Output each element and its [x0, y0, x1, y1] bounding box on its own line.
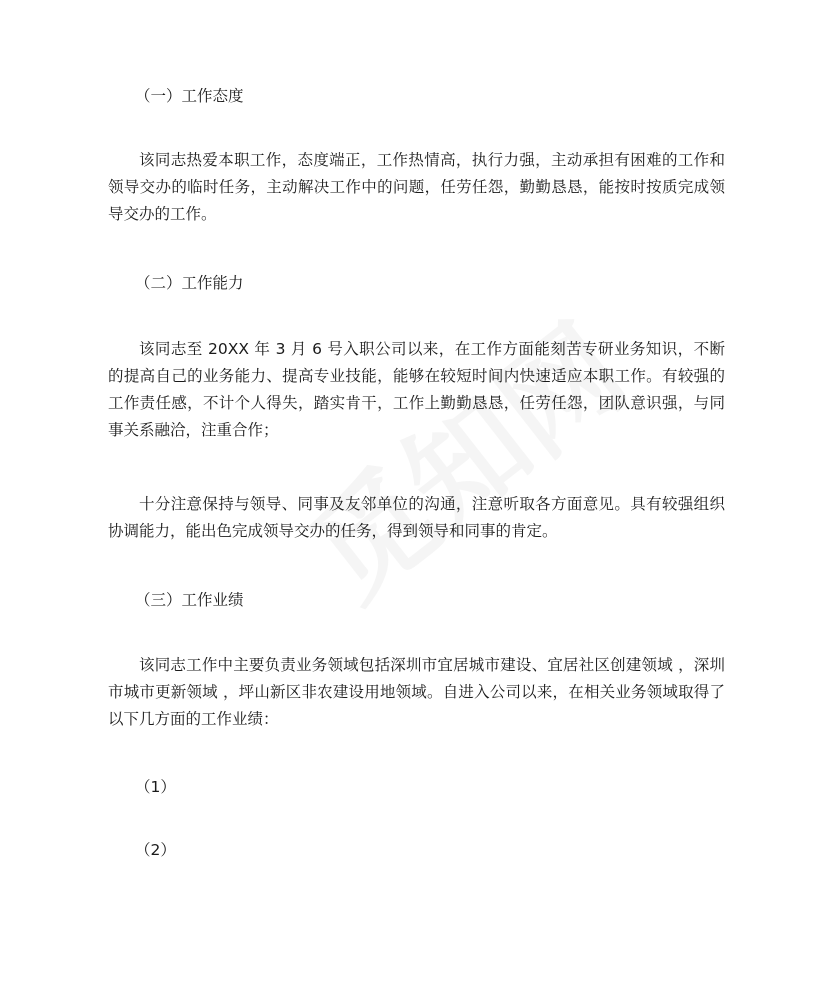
list-item-2: （2） [135, 841, 176, 859]
section-heading-attitude: （一）工作态度 [135, 87, 244, 105]
section-heading-ability: （二）工作能力 [135, 274, 244, 292]
paragraph-attitude: 该同志热爱本职工作，态度端正，工作热情高，执行力强，主动承担有困难的工作和领导交办的临时任务，主动解决工作中的问题，任劳任怨，勤勤恳恳，能按时按质完成领导交办的工作。 [108, 151, 725, 223]
paragraph-ability: 该同志至 20XX 年 3 月 6 号入职公司以来，在工作方面能刻苦专研业务知识，不断的提高自己的业务能力、提高专业技能，能够在较短时间内快速适应本职工作。有较强的工作责任感，不计个人得失，踏实肯干，工作上勤勤恳恳，任劳任怨，团队意识强，与同事关系融洽，注重合作； [108, 340, 725, 439]
paragraph-communication: 十分注意保持与领导、同事及友邻单位的沟通，注意听取各方面意见。具有较强组织协调能力，能出色完成领导交办的任务，得到领导和同事的肯定。 [108, 495, 725, 540]
watermark [270, 279, 654, 631]
paragraph-performance: 该同志工作中主要负责业务领域包括深圳市宜居城市建设、宜居社区创建领域 ，深圳市城市更新领域 ，坪山新区非农建设用地领域。自进入公司以来，在相关业务领域取得了以下几方面的工作业绩： [108, 656, 725, 728]
section-heading-performance: （三）工作业绩 [135, 591, 244, 609]
list-item-1: （1） [135, 778, 176, 796]
